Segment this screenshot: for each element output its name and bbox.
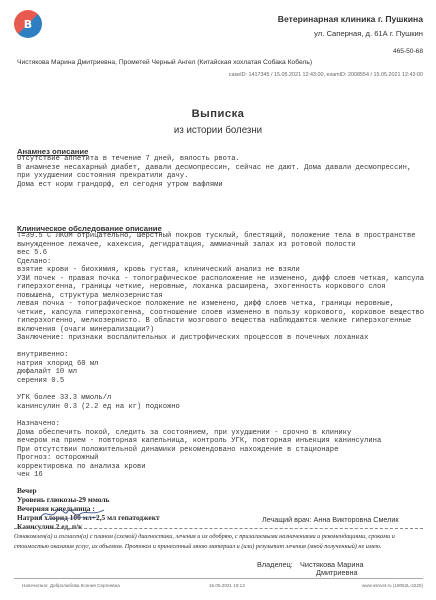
clinic-name: Ветеринарная клиника г. Пушкина bbox=[277, 14, 423, 24]
evening-line: Уровень глюкозы-29 ммоль bbox=[17, 495, 110, 504]
plan-line: Назначено: bbox=[17, 420, 60, 428]
plan-line: чек 16 bbox=[17, 471, 43, 479]
clinical-line: вес 5.6 bbox=[17, 249, 47, 257]
print-date: 15.05.2021 19:13 bbox=[209, 583, 245, 588]
clinical-line: четкие, капсула гиперэхогенна, соотношение слоев изменено в пользу коркового, корковое вещество bbox=[17, 309, 425, 317]
anamnesis-line: при ухудшении состояния прекратили дачу. bbox=[17, 172, 189, 180]
treatment-line: внутривенно: bbox=[17, 351, 69, 359]
owner-name-2: Дмитриевна bbox=[316, 568, 358, 577]
plan-line: корректировка по анализа крови bbox=[17, 463, 146, 471]
clinical-line: взятие крови - биохимия, кровь густая, клинический анализ не взяли bbox=[17, 266, 300, 274]
plan-line: Дома обеспечить покой, следить за состоянием, при ухудшении - срочно в клинику bbox=[17, 429, 352, 437]
owner-name: Чистякова Марина bbox=[300, 560, 364, 569]
clinical-line: включения (очаги минерализации?) bbox=[17, 326, 155, 334]
plan-line: Прогноз: осторожный bbox=[17, 454, 99, 462]
attending-doctor: Лечащий врач: Анна Викторовна Смелик bbox=[262, 515, 399, 524]
evening-line: Вечер bbox=[17, 486, 37, 495]
glucose-line: УГК более 33.3 ммоль/л bbox=[17, 394, 112, 402]
plan-line: При отсутствии положительной динамики рекомендовано нахождение в стационаре bbox=[17, 446, 339, 454]
treatment-line: натрия хлорид 60 мл bbox=[17, 360, 99, 368]
clinical-line: вынужденное лежачее, кахексия, дегидратация, аммиачный запах из ротовой полости bbox=[17, 241, 356, 249]
owner-patient-line: Чистякова Марина Дмитриевна, Прометей Черный Ангел (Китайская хохлатая Собака Кобель) bbox=[17, 59, 313, 66]
case-exam-ids: caseID: 1417345 / 15.05.2021 12:43:00, examID: 2008554 / 15.05.2021 12:43:00 bbox=[228, 72, 423, 78]
clinical-line: Т=39.5 С ЛКОМ отрицательно, шерстный покров тусклый, блестящий, положение тела в пространстве bbox=[17, 232, 416, 240]
clinical-line: гиперэхогенно, мелкозернисто. В области мозгового вещества наблюдаются мелкие гиперэхогенные bbox=[17, 317, 412, 325]
anamnesis-heading: Анамнез описание bbox=[17, 147, 89, 156]
clinic-address: ул. Саперная, д. 61А г. Пушкин bbox=[314, 29, 423, 38]
clinic-phone: 465-50-68 bbox=[392, 48, 423, 55]
clinical-heading: Клиническое обследование описание bbox=[17, 224, 162, 233]
owner-label: Владелец: bbox=[257, 560, 293, 569]
anamnesis-line: В анамнезе несахарный диабет, давали десмопрессин, сейчас не дают. Дома давали десмопрессин, bbox=[17, 164, 412, 172]
consent-statement: Ознакомлен(а) и согласен(а) с планом (схемой) диагностики, лечения и их одобряю, с прилагаемыми назначениями и рекомендациями, сроками и стоимостью оказания услуг, их объемом. Протокол и принесенный мною материал и (или) результат лечения (мной полученный) не имею. bbox=[14, 533, 395, 551]
clinical-line: повышена, структура мелкозернистая bbox=[17, 292, 163, 300]
clinical-line: левая почка - топографическое положение не изменено, дифф слоев четка, границы неровные, bbox=[17, 300, 395, 308]
anamnesis-line: Дома ест корм грандорф, ел сегодня утром вафлями bbox=[17, 181, 223, 189]
evening-line: Натрия хлорид 100 мл+2,5 мл гепатоджект bbox=[17, 513, 160, 522]
treatment-line: серения 0.5 bbox=[17, 377, 65, 385]
clinic-logo-letter: В bbox=[23, 17, 33, 31]
document-title: Выписка bbox=[191, 108, 245, 120]
doctor-signature bbox=[38, 506, 108, 522]
anamnesis-line: Отсутствие аппетита в течение 7 дней, вялость рвота. bbox=[17, 155, 240, 163]
glucose-line: канинсулин 0.3 (2.2 ед на кг) подкожно bbox=[17, 403, 180, 411]
software-credit: www.ssnvet.ru (18052L-2220) bbox=[361, 583, 423, 588]
plan-line: вечером на прием - повторная капельница, контроль УГК, повторная инъекция канинсулина bbox=[17, 437, 382, 445]
document-subtitle: из истории болезни bbox=[173, 125, 263, 136]
printed-by: Напечатано: Добролюбова Ксения Сергеевна bbox=[22, 583, 120, 588]
treatment-line: дюфалайт 10 мл bbox=[17, 368, 77, 376]
clinical-line: УЗИ почек - правая почка - топографическое расположение не изменено, дифф слоев четкая, капсула bbox=[17, 275, 425, 283]
evening-line: Вечерняя капельница : bbox=[17, 504, 95, 513]
clinical-line: Заключение: признаки воспалительных и дистрофических процессов в почечных лоханках bbox=[17, 334, 369, 342]
footer-rule bbox=[14, 578, 423, 579]
clinic-logo bbox=[14, 10, 42, 38]
clinical-line: гиперэхогенна, границы четкие, неровные, лоханка расширена, эхогенность коркового слоя bbox=[17, 283, 386, 291]
evening-line: Канисулин 2 ед, п/к bbox=[17, 522, 83, 531]
separator bbox=[14, 528, 423, 529]
clinical-line: Сделано: bbox=[17, 258, 52, 266]
